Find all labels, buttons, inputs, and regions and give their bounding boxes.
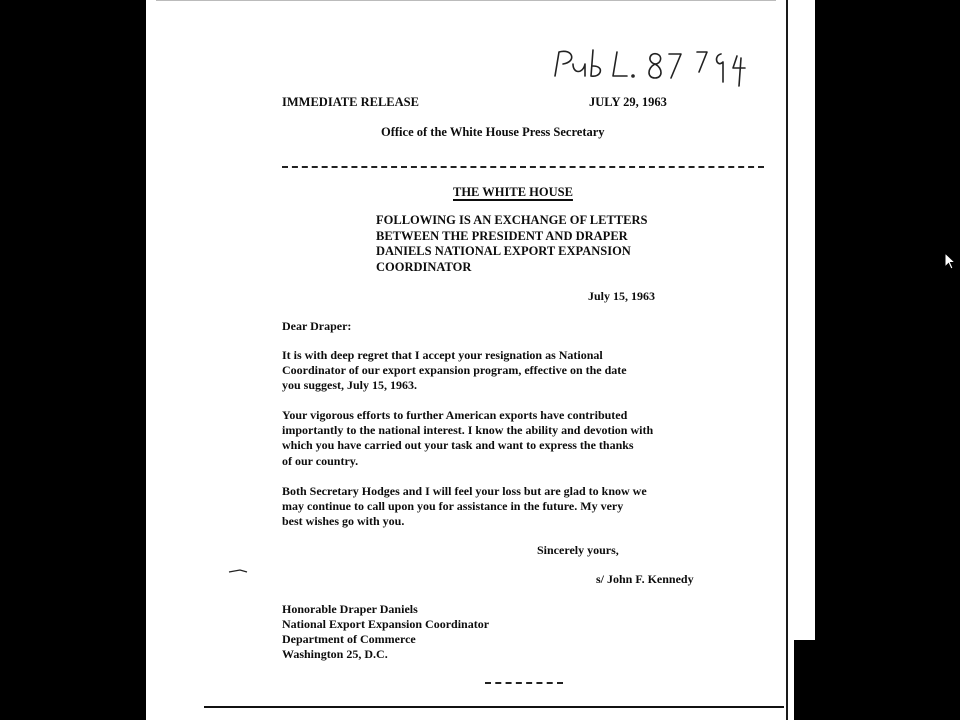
intro-line: FOLLOWING IS AN EXCHANGE OF LETTERS	[376, 213, 648, 227]
salutation: Dear Draper:	[282, 319, 352, 333]
paragraph-line: Your vigorous efforts to further American exports have contributed	[282, 408, 628, 422]
mouse-cursor-icon	[944, 252, 956, 270]
paragraph-line: Coordinator of our export expansion program, effective on the date	[282, 363, 627, 377]
page-right-edge	[786, 0, 788, 720]
intro-line: COORDINATOR	[376, 260, 472, 274]
address-line: Department of Commerce	[282, 632, 416, 646]
intro-line: BETWEEN THE PRESIDENT AND DRAPER	[376, 229, 628, 243]
closing-dashes	[485, 682, 563, 684]
release-label: IMMEDIATE RELEASE	[282, 95, 419, 109]
document-title: THE WHITE HOUSE	[453, 185, 573, 199]
address-line: Honorable Draper Daniels	[282, 602, 418, 616]
paragraph-line: best wishes go with you.	[282, 514, 405, 528]
address-line: Washington 25, D.C.	[282, 647, 388, 661]
paragraph-line: importantly to the national interest. I know the ability and devotion with	[282, 423, 654, 437]
scan-edge-shadow	[794, 640, 815, 720]
paragraph-line: you suggest, July 15, 1963.	[282, 378, 418, 392]
paragraph-line: which you have carried out your task and want to express the thanks	[282, 438, 634, 452]
intro-line: DANIELS NATIONAL EXPORT EXPANSION	[376, 244, 631, 258]
handwritten-note	[551, 42, 751, 102]
page-bottom-rule	[204, 706, 784, 708]
paragraph-line: may continue to call upon you for assistance in the future. My very	[282, 499, 624, 513]
office-line: Office of the White House Press Secretary	[381, 125, 605, 139]
paragraph-line: It is with deep regret that I accept your resignation as National	[282, 348, 603, 362]
document-page	[146, 0, 815, 720]
closing: Sincerely yours,	[537, 543, 619, 557]
stray-mark	[228, 568, 248, 574]
dashed-separator	[282, 166, 764, 168]
paragraph-line: of our country.	[282, 454, 359, 468]
letter-date: July 15, 1963	[588, 289, 656, 303]
release-date: JULY 29, 1963	[589, 95, 667, 109]
signature-line: s/ John F. Kennedy	[596, 572, 694, 586]
page-top-edge	[156, 0, 776, 1]
paragraph-line: Both Secretary Hodges and I will feel your loss but are glad to know we	[282, 484, 647, 498]
address-line: National Export Expansion Coordinator	[282, 617, 490, 631]
